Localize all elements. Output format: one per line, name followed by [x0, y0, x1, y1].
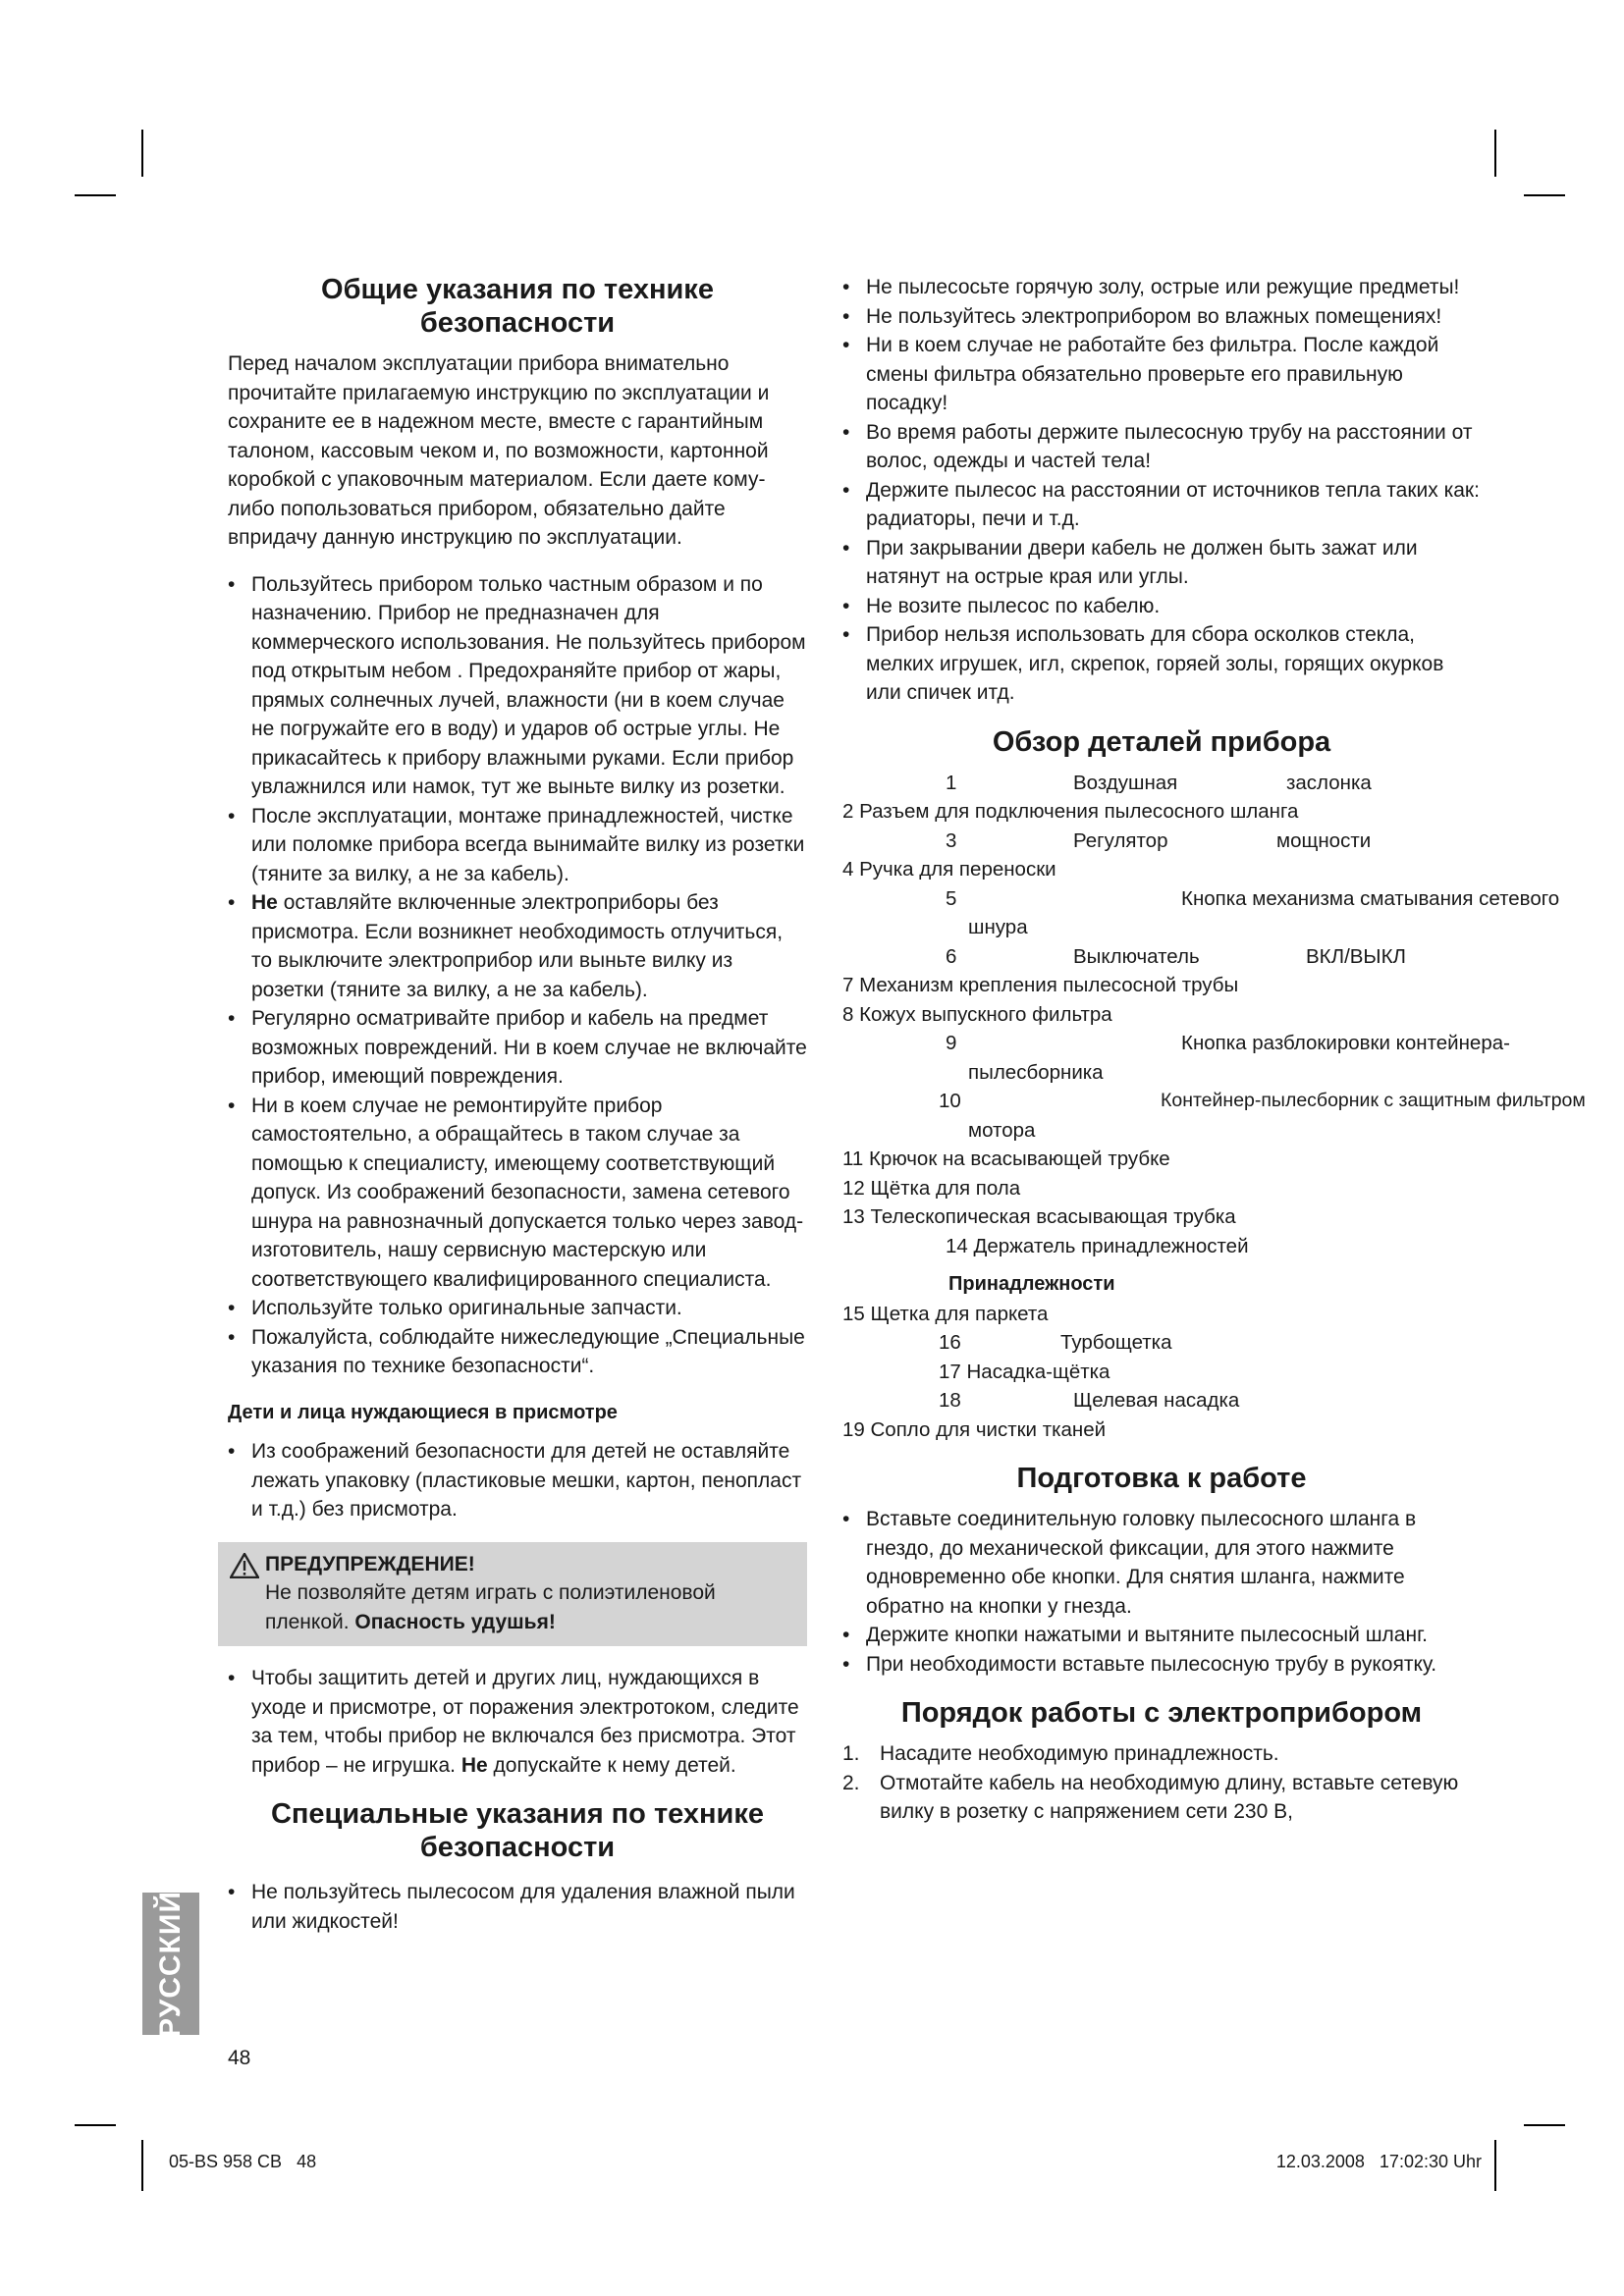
part-label: Воздушная [1073, 771, 1178, 794]
special-heading-line: Специальные указания по технике [270, 1798, 765, 1830]
list-item [842, 942, 1481, 972]
warning-bold: Опасность удушья! [354, 1610, 556, 1633]
part-number: 10 [939, 1090, 961, 1112]
step-number: 2. [842, 1771, 860, 1794]
list-item [842, 1386, 1481, 1415]
list-item [842, 827, 1481, 856]
warning-text [265, 1578, 797, 1636]
parts-list [842, 769, 1586, 1445]
list-item: • Держите пылесос на расстоянии от источников тепла таких как: радиаторы, печи и т.д. [842, 476, 1481, 534]
part-label: Кнопка механизма сматывания сетевого [1181, 886, 1560, 910]
footer-left: 05-BS 958 CB 48 [169, 2152, 317, 2171]
list-item: • Не пользуйтесь электроприбором во влажных помещениях! [842, 302, 1481, 332]
part-number: 1 [946, 771, 957, 794]
part-label: Турбощетка [1060, 1331, 1172, 1354]
right-column [842, 273, 1586, 1827]
list-item: • Из соображений безопасности для детей не оставляйте лежать упаковку (пластиковые мешки, картон, пенопласт и т.д.) без присмотра. [228, 1437, 807, 1524]
warning-body: Не позволяйте детям играть с полиэтиленовой пленкой. [265, 1581, 716, 1633]
operation-heading: Порядок работы с электроприбором [900, 1697, 1423, 1729]
list-item: • Не возите пылесос по кабелю. [842, 592, 1481, 621]
list-item [228, 1664, 807, 1780]
left-column [228, 273, 807, 1936]
step-text: Насадите необходимую принадлежность. [880, 1742, 1279, 1765]
list-item: • После эксплуатации, монтаже принадлежностей, чистке или поломке прибора всегда вынимайте вилку из розетки (тяните за вилку, а не за кабель). [228, 802, 807, 889]
list-item [842, 1087, 1586, 1116]
children-list-2 [228, 1664, 807, 1780]
list-item [842, 884, 1560, 914]
list-item: • При закрывании двери кабель не должен быть зажат или натянут на острые края или углы. [842, 534, 1481, 592]
language-tab [142, 1890, 199, 2038]
crop-mark [141, 130, 143, 177]
crop-mark [141, 2140, 143, 2191]
list-item: 14 Держатель принадлежностей [946, 1234, 1249, 1257]
part-label: ВКЛ/ВЫКЛ [1306, 944, 1406, 968]
children-list [228, 1437, 807, 1524]
list-item [842, 1739, 1481, 1769]
part-label: Выключатель [1073, 944, 1200, 968]
part-number: 9 [946, 1032, 957, 1054]
prep-heading: Подготовка к работе [1016, 1463, 1307, 1494]
part-number: 3 [946, 828, 957, 852]
crop-mark [1494, 2140, 1496, 2191]
part-label: заслонка [1286, 771, 1372, 794]
part-label: Кнопка разблокировки контейнера- [1181, 1032, 1510, 1054]
list-item: мотора [968, 1118, 1036, 1142]
list-item: пылесборника [968, 1060, 1104, 1084]
part-label: Щелевая насадка [1073, 1389, 1240, 1412]
warning-box [218, 1542, 807, 1647]
bold-text: Не [251, 891, 278, 914]
language-tab-label: РУССКИЙ [154, 1890, 188, 2038]
part-number: 6 [946, 944, 957, 968]
list-item: 2 Разъем для подключения пылесосного шланга [842, 800, 1299, 823]
part-number: 5 [946, 886, 957, 910]
list-item-text: Чтобы защитить детей и других лиц, нуждающихся в уходе и присмотре, от поражения электротоком, следите за тем, чтобы прибор не включался без присмотра. Этот прибор – не игрушка. [251, 1667, 799, 1777]
list-item: • Пользуйтесь прибором только частным образом и по назначению. Прибор не предназначен для коммерческого использования. Не пользуйтесь прибором под открытым небом . Предохраняйте прибор от жары, прямых солнечных лучей, влажности (ни в коем случае не погружайте его в воду) и ударов об острые углы. Не прикасайтесь к прибору влажными руками. Если прибор увлажнился или намок, тут же выньте вилку из розетки. [228, 570, 807, 802]
prep-list [842, 1505, 1481, 1679]
intro-paragraph: Перед началом эксплуатации прибора внимательно прочитайте прилагаемую инструкцию по эксплуатации и сохраните ее в надежном месте, вместе с гарантийным талоном, кассовым чеком и, по возможности, картонной коробкой с упаковочным материалом. Если даете кому-либо попользоваться прибором, обязательно дайте впридачу данную инструкцию по эксплуатации. [228, 352, 770, 549]
list-item: • Пожалуйста, соблюдайте нижеследующие „Специальные указания по технике безопасности“. [228, 1323, 807, 1381]
list-item: • Ни в коем случае не работайте без фильтра. После каждой смены фильтра обязательно проверьте его правильную посадку! [842, 331, 1481, 418]
safety-list [228, 570, 807, 1381]
list-item: • Прибор нельзя использовать для сбора осколков стекла, мелких игрушек, игл, скрепок, горяей золы, горящих окурков или спичек итд. [842, 620, 1481, 708]
list-item: • Вставьте соединительную головку пылесосного шланга в гнездо, до механической фиксации, для этого нажмите одновременно обе кнопки. Для снятия шланга, нажмите обратно на кнопки у гнезда. [842, 1505, 1481, 1621]
part-number: 16 [939, 1331, 961, 1354]
parts-heading: Обзор деталей прибора [992, 725, 1331, 758]
list-item: 11 Крючок на всасывающей трубке [842, 1148, 1170, 1170]
footer-right: 12.03.2008 17:02:30 Uhr [1275, 2152, 1482, 2171]
operation-steps [842, 1739, 1481, 1827]
list-item: 13 Телескопическая всасывающая трубка [842, 1205, 1236, 1228]
list-item: • Не пылесосьте горячую золу, острые или режущие предметы! [842, 273, 1481, 302]
part-number: 18 [939, 1389, 961, 1412]
list-item: 15 Щетка для паркета [842, 1302, 1049, 1325]
list-item: • Держите кнопки нажатыми и вытяните пылесосный шланг. [842, 1621, 1481, 1650]
page-number: 48 [228, 2047, 251, 2069]
list-item: • Во время работы держите пылесосную трубу на расстоянии от волос, одежды и частей тела! [842, 418, 1481, 476]
list-item [842, 1328, 1481, 1358]
list-item: 7 Механизм крепления пылесосной трубы [842, 974, 1239, 996]
list-item-text: оставляйте включенные электроприборы без присмотра. Если возникнет необходимость отлучиться, то выключите электроприбор или выньте вилку из розетки (тяните за вилку, а не за кабель). [251, 891, 784, 1001]
special-heading-line: безопасности [419, 1832, 616, 1863]
list-item: 19 Сопло для чистки тканей [842, 1417, 1107, 1441]
list-item: • Не пользуйтесь пылесосом для удаления влажной пыли или жидкостей! [228, 1878, 807, 1936]
part-label: мощности [1276, 828, 1372, 852]
safety-list-continued [842, 273, 1481, 708]
crop-mark [1494, 130, 1496, 177]
list-item: 17 Насадка-щётка [939, 1360, 1110, 1383]
bold-text: Не [460, 1753, 488, 1777]
warning-icon [230, 1553, 259, 1578]
list-item: 4 Ручка для переноски [842, 858, 1056, 881]
crop-mark [75, 194, 116, 196]
crop-mark [1524, 194, 1565, 196]
list-item [842, 1029, 1510, 1058]
children-heading: Дети и лица нуждающиеся в присмотре [228, 1401, 618, 1423]
special-list [228, 1878, 807, 1936]
accessories-heading: Принадлежности [948, 1273, 1115, 1295]
list-item-text: допускайте к нему детей. [487, 1753, 736, 1777]
safety-heading: Общие указания по технике безопасности [321, 274, 714, 339]
list-item [842, 1769, 1481, 1827]
list-item: • Используйте только оригинальные запчасти. [228, 1294, 807, 1323]
step-text: Отмотайте кабель на необходимую длину, вставьте сетевую вилку в розетку с напряжением сети 230 В, [880, 1771, 1459, 1823]
list-item [842, 769, 1481, 798]
warning-title [265, 1550, 797, 1579]
list-item: • Ни в коем случае не ремонтируйте прибор самостоятельно, а обращайтесь в таком случае за помощью к специалисту, имеющему соответствующий допуск. Из соображений безопасности, замена сетевого шнура на равнозначный допускается только через завод-изготовитель, нашу сервисную мастерскую или соответствующего квалифицированного специалиста. [228, 1092, 807, 1295]
list-item: 8 Кожух выпускного фильтра [842, 1002, 1112, 1026]
part-label: Контейнер-пылесборник с защитным фильтром [1161, 1090, 1586, 1111]
list-item: • Регулярно осматривайте прибор и кабель на предмет возможных повреждений. Ни в коем случае не включайте прибор, имеющий повреждения. [228, 1004, 807, 1092]
list-item: 12 Щётка для пола [842, 1176, 1021, 1200]
list-item: шнура [968, 916, 1028, 938]
list-item: • При необходимости вставьте пылесосную трубу в рукоятку. [842, 1650, 1481, 1680]
crop-mark [1524, 2124, 1565, 2126]
step-number: 1. [842, 1742, 860, 1765]
list-item [228, 888, 807, 1004]
part-label: Регулятор [1073, 828, 1168, 852]
crop-mark [75, 2124, 116, 2126]
special-heading [228, 1797, 807, 1864]
warning-title-text: ПРЕДУПРЕЖДЕНИЕ! [265, 1552, 475, 1575]
